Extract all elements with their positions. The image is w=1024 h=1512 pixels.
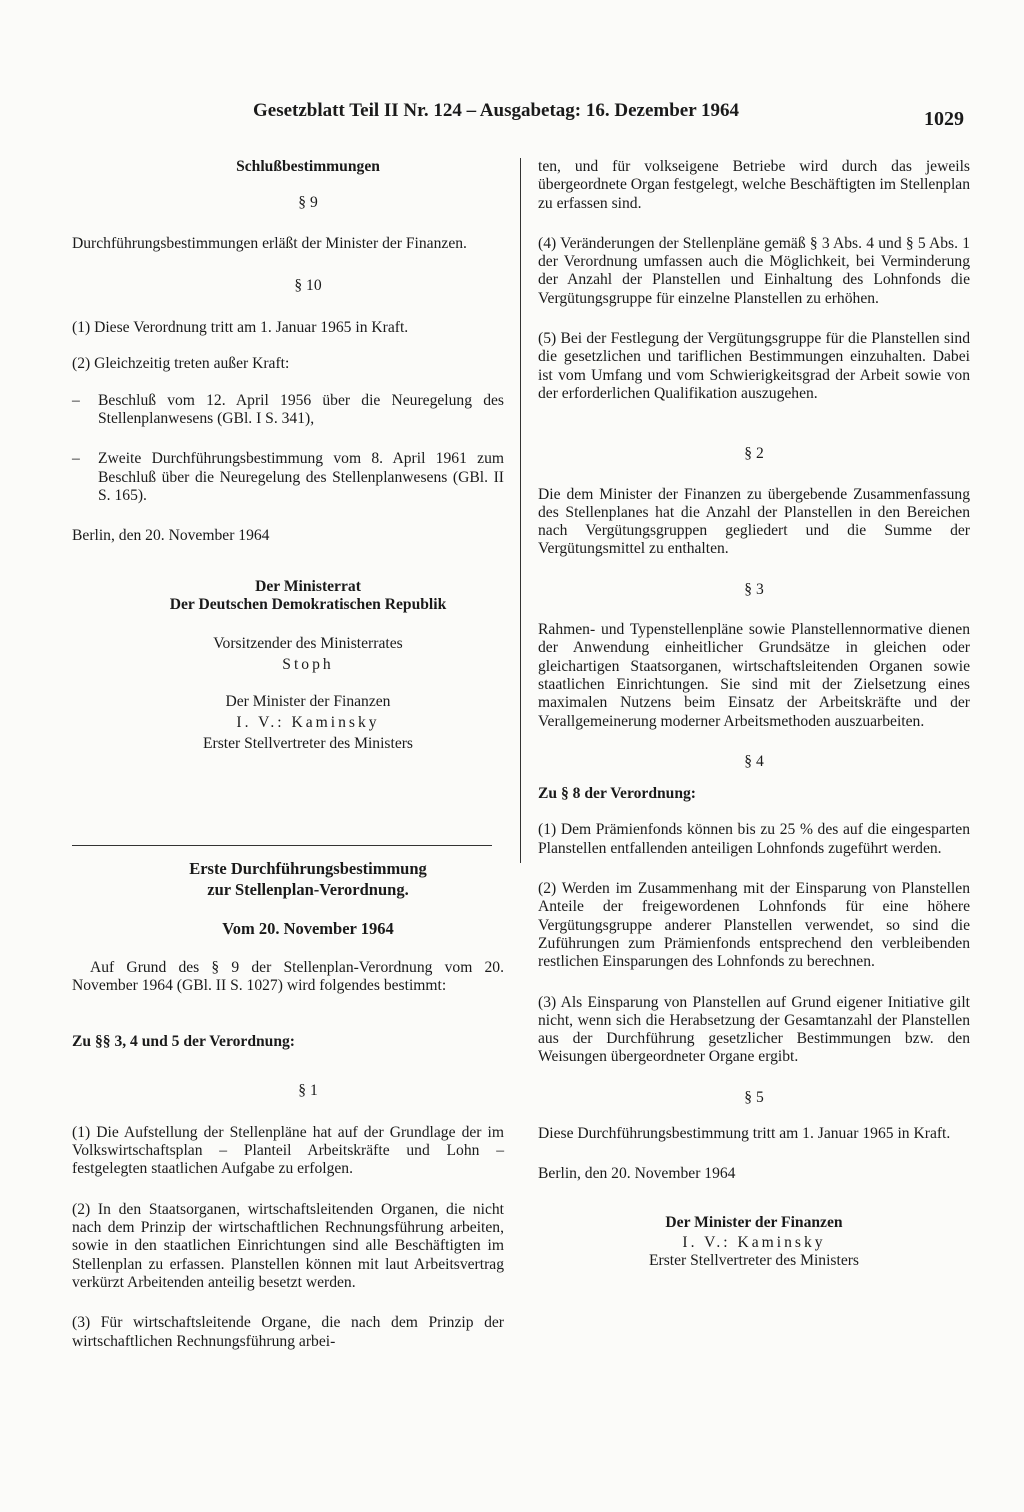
section-heading: Schlußbestimmungen bbox=[236, 158, 380, 175]
paragraph-number: § 1 bbox=[298, 1081, 318, 1099]
paragraph-number: § 5 bbox=[744, 1088, 764, 1106]
dash-mark: – bbox=[72, 391, 80, 409]
paragraph-number: § 3 bbox=[744, 580, 764, 598]
signatory-name: I. V.: Kaminsky bbox=[236, 714, 380, 732]
paragraph-text: (5) Bei der Festlegung der Vergütungsgruppe für die Planstellen sind die gesetzlichen und tariflichen Bestimmungen einzuhalten. Dabei ist vom Umfang und vom Schwierigkeitsgrad der Arbeit sowie von der erforderlichen Qualifikation auszugehen. bbox=[538, 330, 970, 402]
document-date: Vom 20. November 1964 bbox=[222, 918, 394, 938]
paragraph-text: Durchführungsbestimmungen erläßt der Minister der Finanzen. bbox=[72, 234, 467, 252]
paragraph-text: (1) Die Aufstellung der Stellenpläne hat auf der Grundlage der im Volkswirtschaftsplan – Planteil Arbeitskräfte und Lohn – festgelegten staatlichen Aufgabe zu erfolgen. bbox=[72, 1123, 504, 1178]
signatory-organ: Der Ministerrat bbox=[255, 577, 361, 595]
signatory-role: Der Minister der Finanzen bbox=[225, 692, 391, 710]
signatory-role: Erster Stellvertreter des Ministers bbox=[202, 735, 414, 753]
paragraph-text: (2) Werden im Zusammenhang mit der Einsparung von Planstellen Anteile der freigewordenen Lohnfonds für eine höhere Vergütungsgruppe anderer Planstellen verwendet, so sind die Zuführungen zum Prämienfonds entsprechend den verbleibenden restlichen Einsparungen des Lohnfonds zu berechnen. bbox=[538, 880, 970, 971]
paragraph-text: (3) Als Einsparung von Planstellen auf Grund eigener Initiative gilt nicht, wenn sich die Herabsetzung der Gesamtanzahl der Planstellen aus der Durchführung gesetzlicher Bestimmungen bzw. den Weisungen übergeordneter Organe ergibt. bbox=[538, 993, 970, 1066]
list-item bbox=[72, 450, 504, 505]
page-number: 1029 bbox=[924, 108, 964, 130]
preamble: Auf Grund des § 9 der Stellenplan-Verordnung vom 20. November 1964 (GBl. II S. 1027) wird folgendes bestimmt: bbox=[72, 958, 504, 994]
document-title: zur Stellenplan-Verordnung. bbox=[207, 879, 409, 899]
signatory-role: Erster Stellvertreter des Ministers bbox=[648, 1252, 860, 1270]
right-column bbox=[538, 158, 970, 1270]
paragraph-text: Diese Durchführungsbestimmung tritt am 1. Januar 1965 in Kraft. bbox=[538, 1124, 951, 1142]
paragraph-number: § 2 bbox=[744, 445, 764, 463]
date-line: Berlin, den 20. November 1964 bbox=[538, 1165, 736, 1183]
paragraph-number: § 9 bbox=[298, 194, 318, 212]
paragraph-number: § 10 bbox=[294, 276, 322, 294]
paragraph-text: Rahmen- und Typenstellenpläne sowie Planstellennormative dienen der Anwendung einheitlicher Grundsätze in gleichen oder gleichartigen Staatsorganen, wirtschaftsleitenden Organen sowie staatlichen Einrichtungen. Sie sind mit der Zielsetzung eines maximalen Nutzens beim Einsatz der Arbeitskräfte und der Verallgemeinerung moderner Arbeitsmethoden auszuarbeiten. bbox=[538, 621, 970, 730]
document-title: Erste Durchführungsbestimmung bbox=[189, 858, 427, 878]
paragraph-text: (2) Gleichzeitig treten außer Kraft: bbox=[72, 355, 290, 373]
signatory-organ: Der Minister der Finanzen bbox=[665, 1213, 843, 1231]
signatory-organ: Der Deutschen Demokratischen Republik bbox=[169, 595, 447, 613]
left-column bbox=[72, 158, 504, 1351]
paragraph-text: Die dem Minister der Finanzen zu übergebende Zusammenfassung des Stellenplanes hat die Anzahl der Planstellen in den Bereichen nach Vergütungsgruppen gegliedert und die Summe der Vergütungsmittel zu enthalten. bbox=[538, 485, 970, 558]
date-line: Berlin, den 20. November 1964 bbox=[72, 527, 270, 545]
list-item bbox=[72, 392, 504, 429]
section-heading: Zu §§ 3, 4 und 5 der Verordnung: bbox=[72, 1033, 296, 1051]
section-heading: Zu § 8 der Verordnung: bbox=[538, 785, 697, 803]
paragraph-text: (4) Veränderungen der Stellenpläne gemäß § 3 Abs. 4 und § 5 Abs. 1 der Verordnung umfassen auch die Möglichkeit, bei Verminderung der Anzahl der Planstellen und Einhaltung des Lohnfonds die Vergütungsgruppe für einzelne Planstellen zu erhöhen. bbox=[538, 234, 970, 307]
paragraph-number: § 4 bbox=[744, 752, 764, 770]
paragraph-text: (1) Dem Prämienfonds können bis zu 25 % des auf die eingesparten Planstellen entfallenden anteiligen Lohnfonds zugeführt werden. bbox=[538, 821, 970, 857]
dash-mark: – bbox=[72, 450, 80, 468]
paragraph-text: (2) In den Staatsorganen, wirtschaftsleitenden Organen, die nicht nach dem Prinzip der wirtschaftlichen Rechnungsführung arbeiten, sowie in den staatlichen Einrichtungen sind alle Beschäftigten im Stellenplan zu erfassen. Planstellen können mit laut Arbeitsvertrag verkürzt Arbeitenden anteilig besetzt werden. bbox=[72, 1200, 504, 1291]
running-header: Gesetzblatt Teil II Nr. 124 – Ausgabetag: 16. Dezember 1964 bbox=[253, 100, 740, 121]
signatory-name: Stoph bbox=[282, 656, 334, 674]
list-item-text: Beschluß vom 12. April 1956 über die Neuregelung des Stellenplanwesens (GBl. I S. 341), bbox=[98, 391, 504, 428]
paragraph-text: (3) Für wirtschaftsleitende Organe, die nach dem Prinzip der wirtschaftlichen Rechnungsführung arbei- bbox=[72, 1314, 504, 1350]
paragraph-text: ten, und für volkseigene Betriebe wird durch das jeweils übergeordnete Organ festgelegt, welche Beschäftigten im Stellenplan zu erfassen sind. bbox=[538, 158, 971, 212]
paragraph-text: (1) Diese Verordnung tritt am 1. Januar 1965 in Kraft. bbox=[72, 319, 409, 337]
signatory-name: I. V.: Kaminsky bbox=[682, 1233, 826, 1251]
list-item-text: Zweite Durchführungsbestimmung vom 8. April 1961 zum Beschluß über die Neuregelung des Stellenplanwesens (GBl. II S. 165). bbox=[98, 450, 504, 504]
column-divider bbox=[520, 158, 521, 863]
signatory-role: Vorsitzender des Ministerrates bbox=[213, 635, 403, 653]
